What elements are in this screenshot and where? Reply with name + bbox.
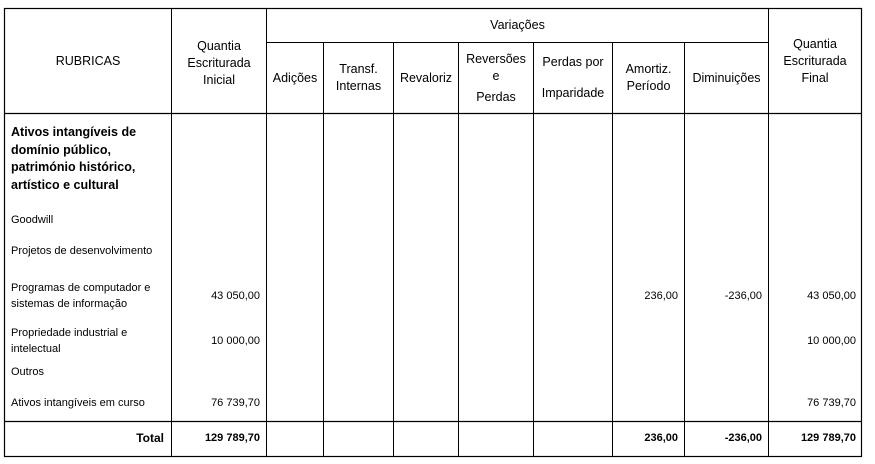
row-programas-qei: 43 050,00 bbox=[211, 290, 260, 302]
header-diminuicoes: Diminuições bbox=[692, 70, 761, 85]
header-perdas-line2: Imparidade bbox=[541, 86, 605, 100]
header-amortiz-periodo: Amortiz. Período bbox=[625, 62, 672, 93]
header-rubricas: RUBRICAS bbox=[55, 53, 121, 68]
row-label-programas: Programas de computador e sistemas de informação bbox=[11, 282, 151, 310]
header-quantia-final: Quantia Escriturada Final bbox=[783, 36, 847, 85]
header-variacoes: Variações bbox=[490, 18, 545, 32]
row-programas-diminuicoes: -236,00 bbox=[724, 290, 762, 302]
total-qef: 129 789,70 bbox=[800, 432, 856, 444]
row-label-projetos: Projetos de desenvolvimento bbox=[11, 245, 153, 257]
section-title: Ativos intangíveis de domínio público, património histórico, artístico e cultural bbox=[11, 125, 137, 192]
total-diminuicoes: -236,00 bbox=[724, 432, 762, 444]
header-adicoes: Adições bbox=[272, 70, 318, 85]
row-label-ativos-curso: Ativos intangíveis em curso bbox=[11, 397, 145, 409]
total-amortiz: 236,00 bbox=[644, 432, 678, 444]
total-label: Total bbox=[136, 431, 164, 445]
header-reversoes-line2: e bbox=[492, 68, 500, 83]
row-programas-amortiz: 236,00 bbox=[644, 290, 678, 302]
row-ativos-curso-qei: 76 739,70 bbox=[211, 397, 260, 409]
header-quantia-inicial: Quantia Escriturada Inicial bbox=[187, 38, 251, 87]
header-reversoes-line3: Perdas bbox=[476, 89, 516, 104]
row-programas-qef: 43 050,00 bbox=[807, 290, 856, 302]
total-qei: 129 789,70 bbox=[204, 432, 260, 444]
header-perdas-imparidade bbox=[534, 43, 612, 113]
row-propriedade-qei: 10 000,00 bbox=[211, 335, 260, 347]
header-reversoes-perdas bbox=[459, 43, 533, 113]
header-revaloriz: Revaloriz bbox=[399, 70, 453, 85]
header-reversoes-line1: Reversões bbox=[466, 51, 526, 66]
header-perdas-line1: Perdas por bbox=[542, 55, 604, 69]
row-label-outros: Outros bbox=[11, 366, 45, 378]
row-ativos-curso-qef: 76 739,70 bbox=[807, 397, 856, 409]
row-propriedade-qef: 10 000,00 bbox=[807, 335, 856, 347]
header-transf-internas: Transf. Internas bbox=[335, 62, 382, 93]
row-label-propriedade: Propriedade industrial e intelectual bbox=[11, 327, 128, 355]
row-label-goodwill: Goodwill bbox=[11, 214, 54, 226]
